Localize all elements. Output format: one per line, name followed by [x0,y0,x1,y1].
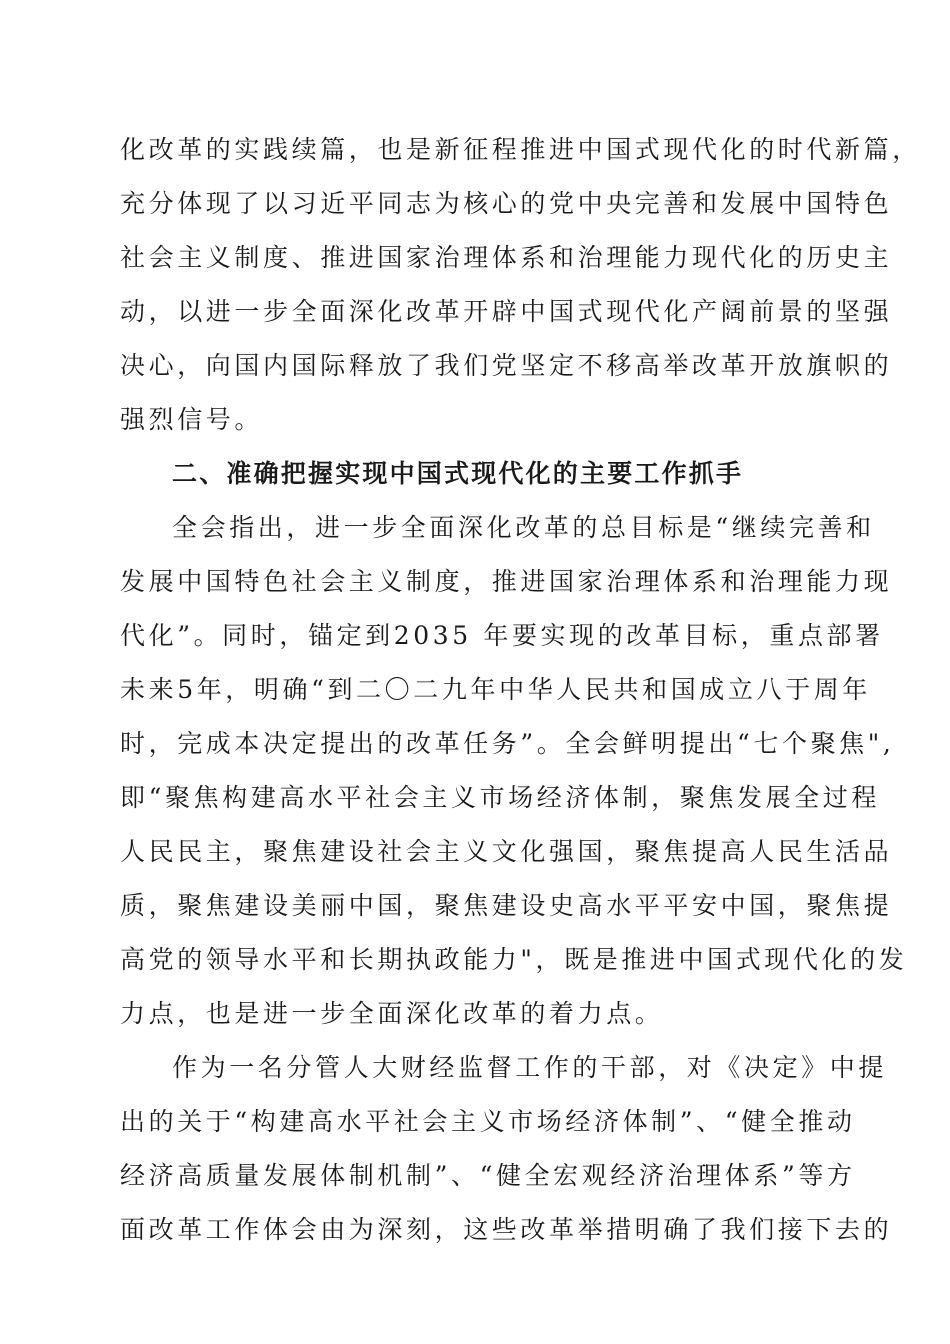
text-line: 充分体现了以习近平同志为核心的党中央完善和发展中国特色 [120,189,893,218]
text-line: 面改革工作体会由为深刻，这些改革举措明确了我们接下去的 [120,1215,893,1244]
text-line: 出的关于“构建高水平社会主义市场经济体制”、“健全推动 [120,1107,856,1136]
text-line: 决心，向国内国际释放了我们党坚定不移高举改革开放旗帜的 [120,351,893,380]
text-line: 社会主义制度、推进国家治理体系和治理能力现代化的历史主 [120,243,893,272]
section-heading-text: 二、准确把握实现中国式现代化的主要工作抓手 [172,459,744,488]
text-line: 力点，也是进一步全面深化改革的着力点。 [120,999,664,1028]
text-line: 发展中国特色社会主义制度，推进国家治理体系和治理能力现 [120,567,893,596]
text-line: 化改革的实践续篇，也是新征程推进中国式现代化的时代新篇， [120,135,921,164]
section-heading [120,447,840,501]
document-body [120,123,921,1257]
text-line: 动，以进一步全面深化改革开辟中国式现代化产阔前景的坚强 [120,297,893,326]
paragraph-plenary [120,501,908,1041]
text-line: 作为一名分管人大财经监督工作的干部，对《决定》中提 [172,1053,888,1082]
paragraph-continuation [120,123,921,447]
text-line: 时，完成本决定提出的改革任务”。全会鲜明提出“七个聚焦", [120,729,895,758]
text-line: 强烈信号。 [120,405,264,434]
text-line: 质，聚焦建设美丽中国，聚焦建设史高水平平安中国，聚焦提 [120,891,893,920]
text-line: 高党的领导水平和长期执政能力"，既是推进中国式现代化的发 [120,945,908,974]
text-line: 即“聚焦构建高水平社会主义市场经济体制，聚焦发展全过程 [120,783,880,812]
paragraph-role [120,1041,893,1257]
text-line: 人民民主，聚焦建设社会主义文化强国，聚焦提高人民生活品 [120,837,893,866]
text-line: 经济高质量发展体制机制”、“健全宏观经济治理体系”等方 [120,1161,856,1190]
text-line: 未来5年，明确“到二〇二九年中华人民共和国成立八于周年 [120,675,871,704]
text-line: 代化”。同时，锚定到2035 年要实现的改革目标，重点部署 [120,621,884,650]
text-line: 全会指出，进一步全面深化改革的总目标是“继续完善和 [172,513,875,542]
